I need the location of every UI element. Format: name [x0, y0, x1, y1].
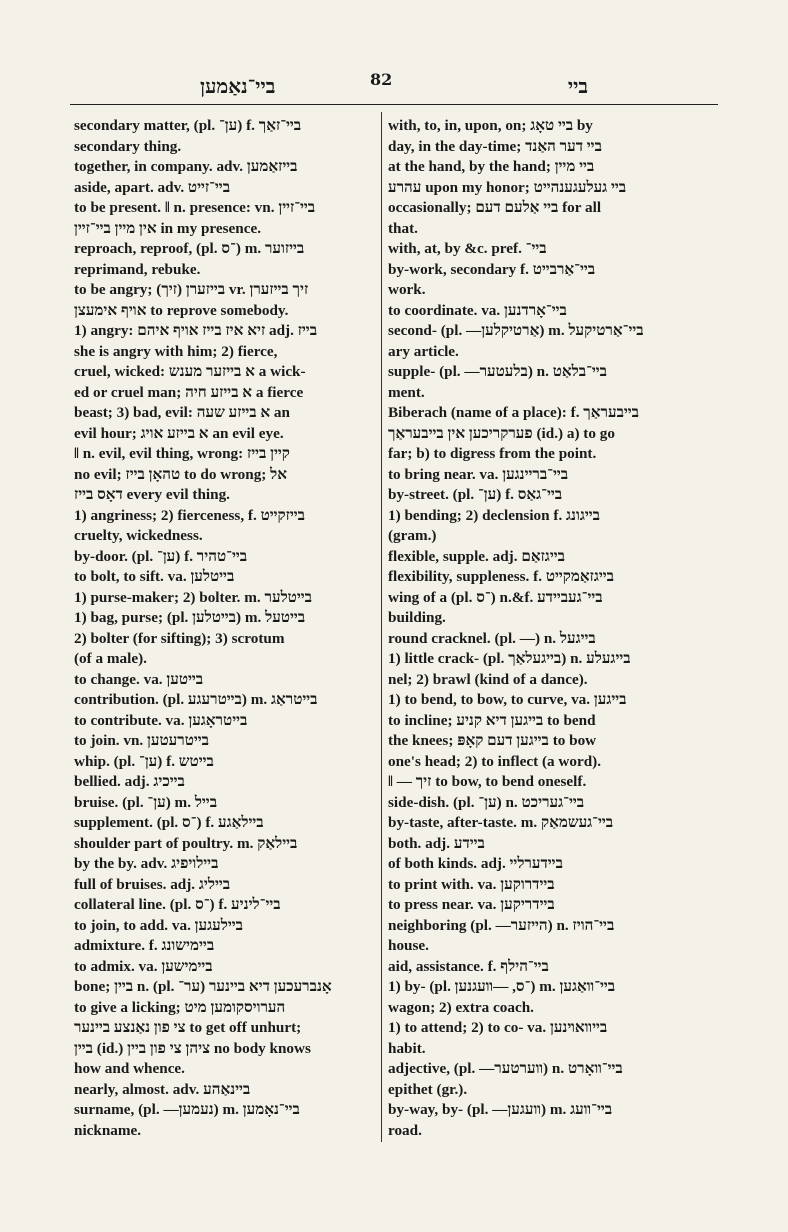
entry-line: 1) bending; 2) declension f. בײגונג [388, 506, 600, 524]
entry-line: ment. [388, 383, 425, 401]
entry-line: epithet (gr.). [388, 1080, 468, 1098]
entry-line: supplement. (pl. ־ס) f. בײלאַגע [74, 814, 264, 831]
entry-line: supple- (pl. —בלעטער) n. בײ־בלאַט [388, 363, 607, 380]
entry-line: shoulder part of poultry. m. בײלאַק [74, 834, 298, 852]
entry-line: by-street. (pl. ען־) f. בײ־גאַס [388, 486, 563, 503]
entry-line: to incline; בײגען דיא קניע to bend [388, 711, 596, 729]
entry-line: aid, assistance. f. בײ־הילף [388, 957, 549, 975]
entry-line: to coordinate. va. בײ־אָרדנען [388, 301, 567, 319]
entry-line: reprimand, rebuke. [74, 260, 201, 278]
entry-line: the knees; בײגען דעם קאָפּ to bow [388, 732, 597, 749]
entry-line: flexibility, suppleness. f. בײגזאַמקײט [388, 568, 614, 585]
entry-line: beast; 3) bad, evil: א בײזע שעה an [74, 404, 290, 421]
entry-line: wagon; 2) extra coach. [388, 998, 534, 1016]
entry-line: bruise. (pl. ען־) m. בײל [74, 793, 218, 811]
entry-line: by the by. adv. בײלויפיג [74, 855, 219, 872]
entry-line: house. [388, 937, 429, 954]
entry-line: work. [388, 281, 426, 298]
entry-line: cruel, wicked: א בײזער מענש a wick- [74, 363, 306, 380]
entry-line: second- (pl. —אַרטיקלען) m. בײ־אַרטיקעל [388, 322, 644, 339]
entry-line: nel; 2) brawl (kind of a dance). [388, 670, 588, 688]
entry-line: she is angry with him; 2) fierce, [74, 342, 278, 360]
entry-line: cruelty, wickedness. [74, 527, 203, 544]
entry-line: secondary thing. [74, 137, 182, 155]
entry-line: neighboring (pl. —הײזער) n. בײ־הויז [388, 916, 615, 934]
entry-line: collateral line. (pl. ־ס) f. בײ־ליניע [74, 896, 281, 913]
entry-line: Biberach (name of a place): f. בײבעראַך [388, 404, 639, 421]
entry-line: to give a licking; הערויסקומען מיט [74, 998, 286, 1016]
entry-line: no evil; טהאָן בײז to do wrong; אל [74, 465, 288, 483]
entry-line: 1) angriness; 2) fierceness, f. בײזקײט [74, 506, 305, 524]
entry-line: דאָס בײז every evil thing. [74, 486, 230, 503]
entry-line: nearly, almost. adv. בײנאַהע [74, 1080, 251, 1098]
entry-line: to press near. va. בײדריקען [388, 896, 555, 913]
entry-line: together, in company. adv. בײזאַמען [74, 158, 298, 175]
entry-line: אין מײן בײ־זײן in my presence. [74, 219, 261, 237]
right-column [388, 116, 670, 1141]
entry-line: by-way, by- (pl. —װעגען) m. בײ־װעג [388, 1101, 613, 1118]
entry-line: ‖ — זיך to bow, to bend oneself. [388, 773, 587, 790]
entry-line: that. [388, 219, 418, 237]
entry-line: by-door. (pl. ען־) f. בײ־טהיר [74, 547, 248, 565]
entry-line: to be angry; בײזערן (זיך) vr. זיך בײזערן [74, 281, 309, 298]
entry-line: nickname. [74, 1121, 142, 1139]
column-divider [381, 112, 382, 1142]
header-rule [70, 104, 718, 105]
entry-line: with, at, by &c. pref. בײ־ [388, 240, 547, 257]
entry-line: with, to, in, upon, on; בײ טאָג by [388, 117, 593, 134]
entry-line: 2) bolter (for sifting); 3) scrotum [74, 629, 285, 647]
page-header [70, 70, 718, 100]
entry-line: occasionally; בײ אַלעם דעם for all [388, 199, 602, 216]
entry-line: day, in the day-time; בײ דער האַנד [388, 137, 602, 155]
entry-line: to change. va. בײטען [74, 670, 204, 688]
entry-line: flexible, supple. adj. בײגזאַם [388, 547, 565, 565]
entry-line: 1) little crack- (pl. בײגעלאַך) n. בײגעלע [388, 650, 631, 667]
entry-line: how and whence. [74, 1060, 185, 1077]
entry-line: ary article. [388, 342, 459, 360]
entry-line: building. [388, 609, 446, 626]
entry-line: 1) angry: זיא איז בײז אויף איהם adj. בײז [74, 322, 318, 339]
entry-line: bone; בײן n. (pl. ער־) אָנברעכען דיא בײנער [74, 978, 332, 995]
entry-line: 1) purse-maker; 2) bolter. m. בײטלער [74, 588, 312, 606]
entry-line: by-taste, after-taste. m. בײ־געשמאַק [388, 814, 614, 831]
entry-line: to bring near. va. בײ־ברײנגען [388, 465, 569, 483]
entry-line: to join. vn. בײטרעטען [74, 732, 209, 749]
entry-line: secondary matter, (pl. ען־) f. בײ־זאַך [74, 117, 302, 134]
entry-line: עהרע upon my honor; בײ געלעגענהײט [388, 178, 627, 196]
entry-line: 1) to bend, to bow, to curve, va. בײגען [388, 691, 627, 708]
entry-line: to join, to add. va. בײלעגען [74, 916, 243, 934]
entry-line: full of bruises. adj. בײליג [74, 875, 231, 893]
entry-line: admixture. f. בײמישונג [74, 937, 215, 954]
entry-line: aside, apart. adv. בײ־זײט [74, 178, 231, 196]
entry-line: side-dish. (pl. ען־) n. בײ־געריכט [388, 793, 585, 811]
entry-line: surname, (pl. —נעמען) m. בײ־נאָמען [74, 1101, 300, 1118]
entry-line: wing of a (pl. ־ס) n.&f. בײ־געבײדע [388, 588, 603, 606]
entry-line: אויף אימעצן to reprove somebody. [74, 301, 289, 319]
entry-line: to print with. va. בײדרוקען [388, 875, 555, 893]
header-right-catchword: ביי [567, 74, 588, 98]
entry-line: to be present. ‖ n. presence: vn. בײ־זײן [74, 199, 316, 216]
entry-line: (gram.) [388, 527, 437, 544]
entry-line: reproach, reproof, (pl. ־ס) m. בײזוער [74, 240, 305, 257]
entry-line: round cracknel. (pl. —) n. בײגעל [388, 629, 596, 647]
entry-line: 1) bag, purse; (pl. בײטלען) m. בײטעל [74, 609, 306, 626]
entry-line: צי פון נאַנצע בײנער to get off unhurt; [74, 1019, 302, 1036]
entry-line: by-work, secondary f. בײ־אַרבײט [388, 260, 596, 278]
entry-line: of both kinds. adj. בײדערלײ [388, 855, 563, 872]
entry-line: road. [388, 1121, 422, 1139]
left-column [74, 116, 374, 1141]
entry-line: habit. [388, 1039, 426, 1057]
entry-line: ed or cruel man; א בײזע חיה a fierce [74, 383, 304, 401]
entry-line: whip. (pl. ען־) f. בײטש [74, 752, 214, 770]
entry-line: one's head; 2) to inflect (a word). [388, 752, 602, 770]
entry-line: פערקריכען אין בײבעראַך (id.) a) to go [388, 424, 615, 442]
entry-line: both. adj. בײדע [388, 834, 485, 852]
header-left-catchword: ביי־נאַמען [200, 74, 276, 98]
page-number: 82 [370, 70, 393, 89]
entry-line: to admix. va. בײמישען [74, 957, 213, 975]
entry-line: adjective, (pl. —װערטער) n. בײ־װאָרט [388, 1060, 623, 1077]
entry-line: at the hand, by the hand; בײ מײן [388, 158, 595, 175]
entry-line: בײן (id.) ציהן צי פון בײן no body knows [74, 1039, 311, 1057]
entry-line: bellied. adj. בײכיג [74, 773, 185, 790]
entry-line: to contribute. va. בײטראָגען [74, 711, 248, 729]
entry-line: ‖ n. evil, evil thing, wrong: קײן בײז [74, 445, 290, 462]
entry-line: to bolt, to sift. va. בײטלען [74, 568, 235, 585]
entry-line: (of a male). [74, 650, 147, 667]
entry-line: contribution. (pl. בײטרעגע) m. בײטראַג [74, 691, 318, 708]
entry-line: 1) by- (pl. ־ס, —װעגנען) m. בײ־װאַגען [388, 978, 616, 995]
entry-line: far; b) to digress from the point. [388, 445, 597, 462]
entry-line: evil hour; א בײזע אויג an evil eye. [74, 424, 284, 442]
entry-line: 1) to attend; 2) to co- va. בײװאױנען [388, 1019, 608, 1036]
